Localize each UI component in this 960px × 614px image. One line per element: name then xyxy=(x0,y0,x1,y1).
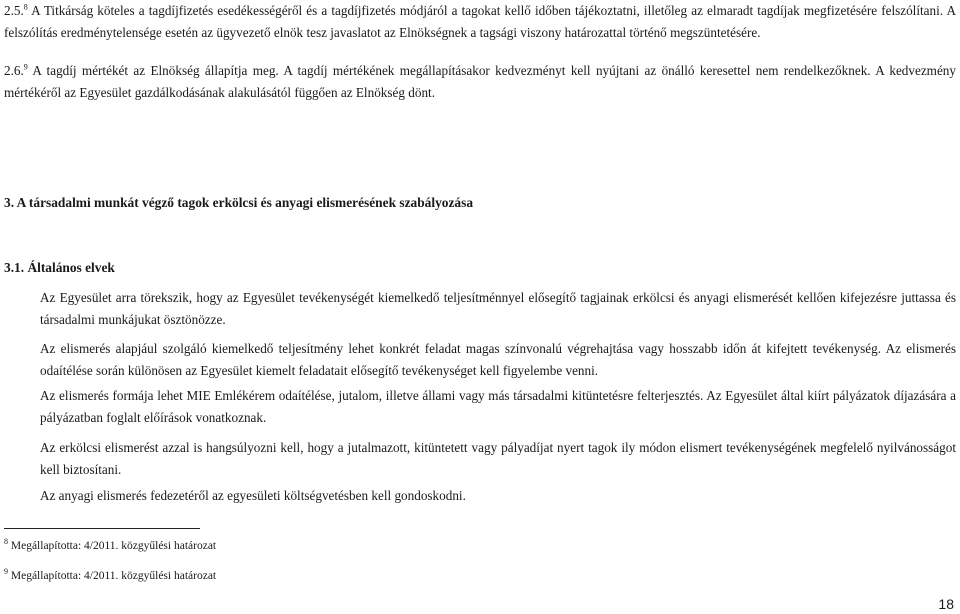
section-2-6-text: A tagdíj mértékének megállapításakor kedvezményt kell nyújtani az önálló keresettel nem rendelkezőknek. A kedvezmény mértékéről az Egyesület gazdálkodásának alakulásától függően az Elnökség dönt. xyxy=(4,63,956,100)
section-2-5 xyxy=(4,0,956,44)
section-2-5-number: 2.5. xyxy=(4,3,24,18)
footnote-9 xyxy=(4,569,216,583)
footnote-9-text: Megállapította: 4/2011. közgyűlési határozat xyxy=(10,570,217,582)
paragraph-1: Az Egyesület arra törekszik, hogy az Egyesület tevékenységét kiemelkedő teljesítménnyel elősegítő tagjainak erkölcsi és anyagi elismerését kellően kifejezésre juttassa és társadalmi munkájukat ösztönözze. xyxy=(40,290,956,327)
section-2-6-heading xyxy=(4,60,956,104)
footnote-8-number: 8 xyxy=(4,537,8,547)
section-3-1-number: 3.1. xyxy=(4,260,25,275)
paragraph-5: Az anyagi elismerés fedezetéről az egyesületi költségvetésben kell gondoskodni. xyxy=(40,488,466,503)
section-2-5-text: A Titkárság köteles a tagdíjfizetés esedékességéről és a tagdíjfizetés módjáról a tagokat kellő időben tájékoztatni, illetőleg az elmaradt tagdíjak megfizetésére felszólítani. A felszólítás eredménytelensége esetén az ügyvezető elnök tesz javaslatot az Elnökségnek a tagsági viszony határozattal történő megszüntetésére. xyxy=(4,3,956,40)
paragraph-2: Az elismerés alapjául szolgáló kiemelkedő teljesítmény lehet konkrét feladat magas színvonalú végrehajtása vagy hosszabb időn át kifejtett tevékenység. Az elismerés odaítélése során különösen az Egyesület kiemelt feladatait elősegítő tevékenységet kell figyelembe venni. xyxy=(40,341,956,378)
page-number: 18 xyxy=(938,596,954,612)
footnote-ref-9[interactable]: 9 xyxy=(23,62,28,72)
section-2-6-line: A tagdíj mértékét az Elnökség állapítja meg. xyxy=(32,63,279,78)
section-3-title: 3. A társadalmi munkát végző tagok erkölcsi és anyagi elismerésének szabályozása xyxy=(4,195,474,210)
section-3-1-title: Általános elvek xyxy=(27,260,115,275)
footnote-8 xyxy=(4,539,216,553)
paragraph-3: Az elismerés formája lehet MIE Emlékérem odaítélése, jutalom, illetve állami vagy más társadalmi kitüntetésre felterjesztés. Az Egyesület által kiírt pályázatok díjazására a pályázatban foglalt előírások vonatkoznak. xyxy=(40,388,956,425)
footnote-9-number: 9 xyxy=(4,567,8,577)
paragraph-4: Az erkölcsi elismerést azzal is hangsúlyozni kell, hogy a jutalmazott, kitüntetett vagy pályadíjat nyert tagok ily módon elismert tevékenységének megfelelő nyilvánosságot kell biztosítani. xyxy=(40,440,956,477)
footnote-8-text: Megállapította: 4/2011. közgyűlési határozat xyxy=(10,540,217,552)
footnote-divider xyxy=(4,528,200,529)
footnote-ref-8[interactable]: 8 xyxy=(23,2,28,12)
section-3-1-heading xyxy=(4,258,115,278)
section-2-6-number: 2.6. xyxy=(4,63,24,78)
